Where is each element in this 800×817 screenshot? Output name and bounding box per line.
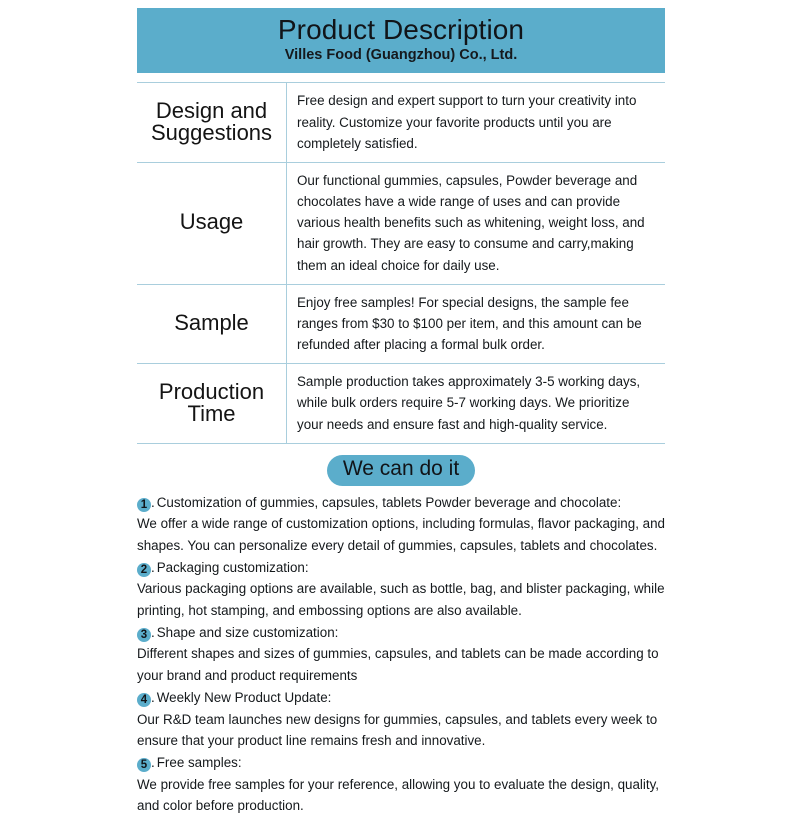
- capability-heading-4: [137, 687, 665, 709]
- number-dot-5: .: [151, 754, 155, 770]
- list-item: [137, 492, 665, 557]
- number-dot-1: .: [151, 494, 155, 510]
- capability-heading-text-5: Free samples:: [156, 754, 242, 770]
- list-item: [137, 752, 665, 817]
- spec-value-design-and-suggestions: Free design and expert support to turn your creativity into reality. Customize your favorite products until you are completely satisfied.: [297, 93, 637, 151]
- description-sheet: [137, 8, 665, 817]
- capability-heading-text-1: Customization of gummies, capsules, tablets Powder beverage and chocolate:: [156, 494, 622, 510]
- table-row: [137, 162, 665, 284]
- we-can-do-it-badge: We can do it: [327, 455, 475, 486]
- capability-body-5: We provide free samples for your reference, allowing you to evaluate the design, quality, and color before production.: [137, 776, 660, 814]
- number-dot-3: .: [151, 624, 155, 640]
- specification-table-body: [137, 83, 665, 443]
- capability-heading-3: [137, 622, 665, 644]
- list-item: [137, 622, 665, 687]
- capability-body-2: Various packaging options are available, such as bottle, bag, and blister packaging, while printing, hot stamping, and embossing options are also available.: [137, 581, 665, 619]
- number-badge-4: 4: [137, 693, 151, 707]
- header-banner: [137, 8, 665, 73]
- table-row: [137, 284, 665, 364]
- spec-label-design-and-suggestions: Design and Suggestions: [137, 83, 287, 163]
- spec-label-usage: Usage: [137, 162, 287, 284]
- capability-heading-text-3: Shape and size customization:: [156, 624, 339, 640]
- capabilities-list: [137, 492, 665, 817]
- spec-value-sample: Enjoy free samples! For special designs, the sample fee ranges from $30 to $100 per item, and this amount can be refunded after placing a formal bulk order.: [297, 294, 642, 353]
- specification-table: [137, 82, 665, 443]
- number-dot-2: .: [151, 559, 155, 575]
- company-name: Villes Food (Guangzhou) Co., Ltd.: [284, 47, 518, 64]
- capability-body-4: Our R&D team launches new designs for gummies, capsules, and tablets every week to ensure that your product line remains fresh and innovative.: [137, 711, 658, 749]
- capability-heading-text-2: Packaging customization:: [156, 559, 309, 575]
- number-badge-5: 5: [137, 758, 151, 772]
- page-title: Product Description: [277, 14, 525, 45]
- capabilities-heading-row: [137, 455, 665, 486]
- spec-value-usage: Our functional gummies, capsules, Powder beverage and chocolates have a wide range of uses and can provide various health benefits such as whitening, weight loss, and hair growth. They are easy to consume and carry,making them an ideal choice for daily use.: [297, 172, 645, 273]
- number-dot-4: .: [151, 689, 155, 705]
- spec-label-sample: Sample: [137, 284, 287, 364]
- table-row: [137, 364, 665, 444]
- capability-heading-1: [137, 492, 665, 514]
- list-item: [137, 557, 665, 622]
- number-badge-3: 3: [137, 628, 151, 642]
- table-row: [137, 83, 665, 163]
- capability-body-3: Different shapes and sizes of gummies, capsules, and tablets can be made according to your brand and product requirements: [137, 646, 659, 684]
- capability-heading-5: [137, 752, 665, 774]
- capability-heading-text-4: Weekly New Product Update:: [156, 689, 332, 705]
- spec-label-production-time: Production Time: [137, 364, 287, 444]
- capability-body-1: We offer a wide range of customization options, including formulas, flavor packaging, and shapes. You can personalize every detail of gummies, capsules, tablets and chocolates.: [137, 516, 665, 553]
- spec-value-production-time: Sample production takes approximately 3-5 working days, while bulk orders require 5-7 working days. We prioritize your needs and ensure fast and high-quality service.: [297, 374, 641, 432]
- number-badge-2: 2: [137, 563, 151, 577]
- capability-heading-2: [137, 557, 665, 579]
- number-badge-1: 1: [137, 498, 151, 512]
- list-item: [137, 687, 665, 752]
